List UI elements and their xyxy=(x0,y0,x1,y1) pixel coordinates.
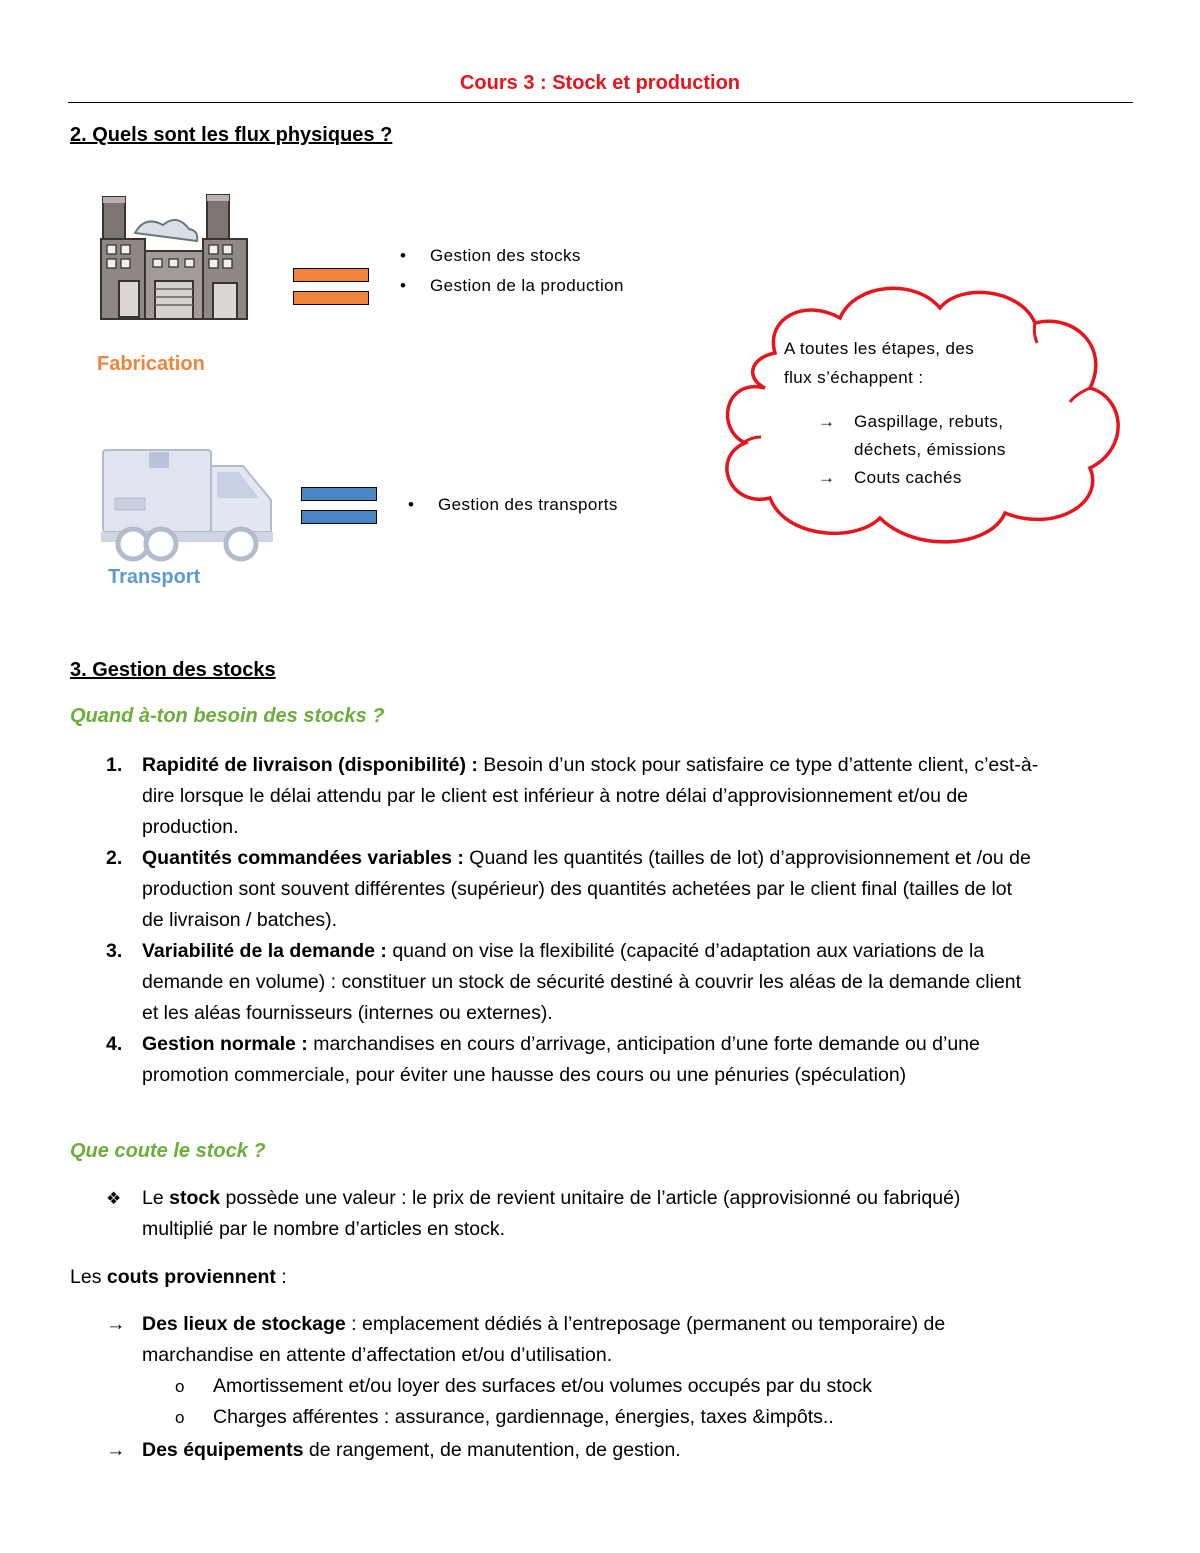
value-text: multiplié par le nombre d’articles en stock. xyxy=(142,1218,506,1240)
list-text: production sont souvent différentes (supérieur) des quantités achetées par le client final (tailles de lot xyxy=(142,878,1013,900)
transport-label: Transport xyxy=(108,566,201,588)
circle-bullet-icon: o xyxy=(175,1408,185,1427)
costs-text: Les xyxy=(70,1266,107,1288)
page-title: Cours 3 : Stock et production xyxy=(459,72,741,94)
costs-bold: couts proviennent xyxy=(106,1266,276,1288)
list-item xyxy=(70,843,1150,936)
cloud-item: Gaspillage, rebuts, xyxy=(854,412,1004,431)
list-item xyxy=(70,1371,1150,1402)
list-text: marchandises en cours d’arrivage, anticipation d’une forte demande ou d’une xyxy=(307,1033,980,1055)
transport-list xyxy=(402,490,618,520)
arrow-icon: → xyxy=(818,468,836,487)
list-text: quand on vise la flexibilité (capacité d’adaptation aux variations de la xyxy=(386,940,985,962)
arrow-icon: → xyxy=(106,1439,126,1461)
lieux-text: marchandise en attente d’affectation et/ou d’utilisation. xyxy=(142,1344,613,1366)
question-need: Quand à-ton besoin des stocks ? xyxy=(70,705,385,727)
costs-text: : xyxy=(275,1266,287,1288)
costs-list xyxy=(70,1309,1150,1466)
sub-text: Charges afférentes : assurance, gardiennage, énergies, taxes &impôts.. xyxy=(213,1406,834,1428)
arrow-icon: → xyxy=(818,412,836,431)
list-item xyxy=(70,936,1150,1029)
list-item xyxy=(70,1309,1150,1371)
costs-intro xyxy=(70,1262,287,1293)
list-bold: Rapidité de livraison (disponibilité) : xyxy=(142,754,478,776)
list-item: • Gestion de la production xyxy=(394,271,624,301)
list-item xyxy=(70,1435,1150,1466)
equip-text: de rangement, de manutention, de gestion. xyxy=(303,1439,681,1461)
cloud-line: flux s’échappent : xyxy=(784,368,924,387)
diamond-bullet-icon: ❖ xyxy=(106,1189,122,1208)
equip-bold: Des équipements xyxy=(142,1439,304,1461)
section3-heading: 3. Gestion des stocks xyxy=(70,659,276,681)
list-number: 1. xyxy=(106,754,123,776)
header-rule xyxy=(68,102,1133,103)
equals-bar-orange xyxy=(293,291,369,305)
list-bold: Variabilité de la demande : xyxy=(142,940,387,962)
equals-bar-orange xyxy=(293,268,369,282)
list-number: 4. xyxy=(106,1033,123,1055)
cloud-item: déchets, émissions xyxy=(854,440,1006,459)
list-item xyxy=(70,1402,1150,1433)
list-number: 3. xyxy=(106,940,123,962)
list-text: demande en volume) : constituer un stock de sécurité destiné à couvrir les aléas de la demande client xyxy=(142,971,1022,993)
lieux-text: : emplacement dédiés à l’entreposage (permanent ou temporaire) de xyxy=(345,1313,946,1335)
cloud-line: A toutes les étapes, des xyxy=(784,339,975,358)
cloud-item: Couts cachés xyxy=(854,468,962,487)
list-text: de livraison / batches). xyxy=(142,909,338,931)
circle-bullet-icon: o xyxy=(175,1377,185,1396)
lieux-bold: Des lieux de stockage xyxy=(142,1313,346,1335)
section2-heading: 2. Quels sont les flux physiques ? xyxy=(70,124,393,146)
equals-bar-blue xyxy=(301,510,377,524)
sub-text: Amortissement et/ou loyer des surfaces et/ou volumes occupés par du stock xyxy=(213,1375,872,1397)
list-text: et les aléas fournisseurs (internes ou externes). xyxy=(142,1002,553,1024)
list-item: • Gestion des stocks xyxy=(394,241,624,271)
value-bold: stock xyxy=(169,1187,221,1209)
list-bold: Quantités commandées variables : xyxy=(142,847,464,869)
question-cost: Que coute le stock ? xyxy=(70,1140,266,1162)
arrow-icon: → xyxy=(106,1313,126,1335)
value-text: Le xyxy=(142,1187,170,1209)
fabrication-label: Fabrication xyxy=(97,353,205,375)
fabrication-list xyxy=(394,241,624,301)
value-text: possède une valeur : le prix de revient unitaire de l’article (approvisionné ou fabriqué) xyxy=(220,1187,961,1209)
list-bold: Gestion normale : xyxy=(142,1033,308,1055)
list-text: promotion commerciale, pour éviter une hausse des cours ou une pénuries (spéculation) xyxy=(142,1064,907,1086)
list-text: Quand les quantités (tailles de lot) d’approvisionnement et /ou de xyxy=(463,847,1031,869)
value-block xyxy=(70,1183,1150,1245)
truck-icon xyxy=(97,440,282,570)
equals-bar-blue xyxy=(301,487,377,501)
list-item xyxy=(70,1029,1150,1091)
list-text: production. xyxy=(142,816,239,838)
list-item xyxy=(70,750,1150,843)
list-number: 2. xyxy=(106,847,123,869)
cloud-items xyxy=(818,408,1006,492)
list-text: Besoin d’un stock pour satisfaire ce type d’attente client, c’est-à- xyxy=(477,754,1039,776)
needs-list xyxy=(70,750,1150,1091)
list-item: • Gestion des transports xyxy=(402,490,618,520)
cloud-text xyxy=(784,334,974,392)
list-text: dire lorsque le délai attendu par le client est inférieur à notre délai d’approvisionnement et/ou de xyxy=(142,785,969,807)
factory-icon xyxy=(95,185,255,330)
